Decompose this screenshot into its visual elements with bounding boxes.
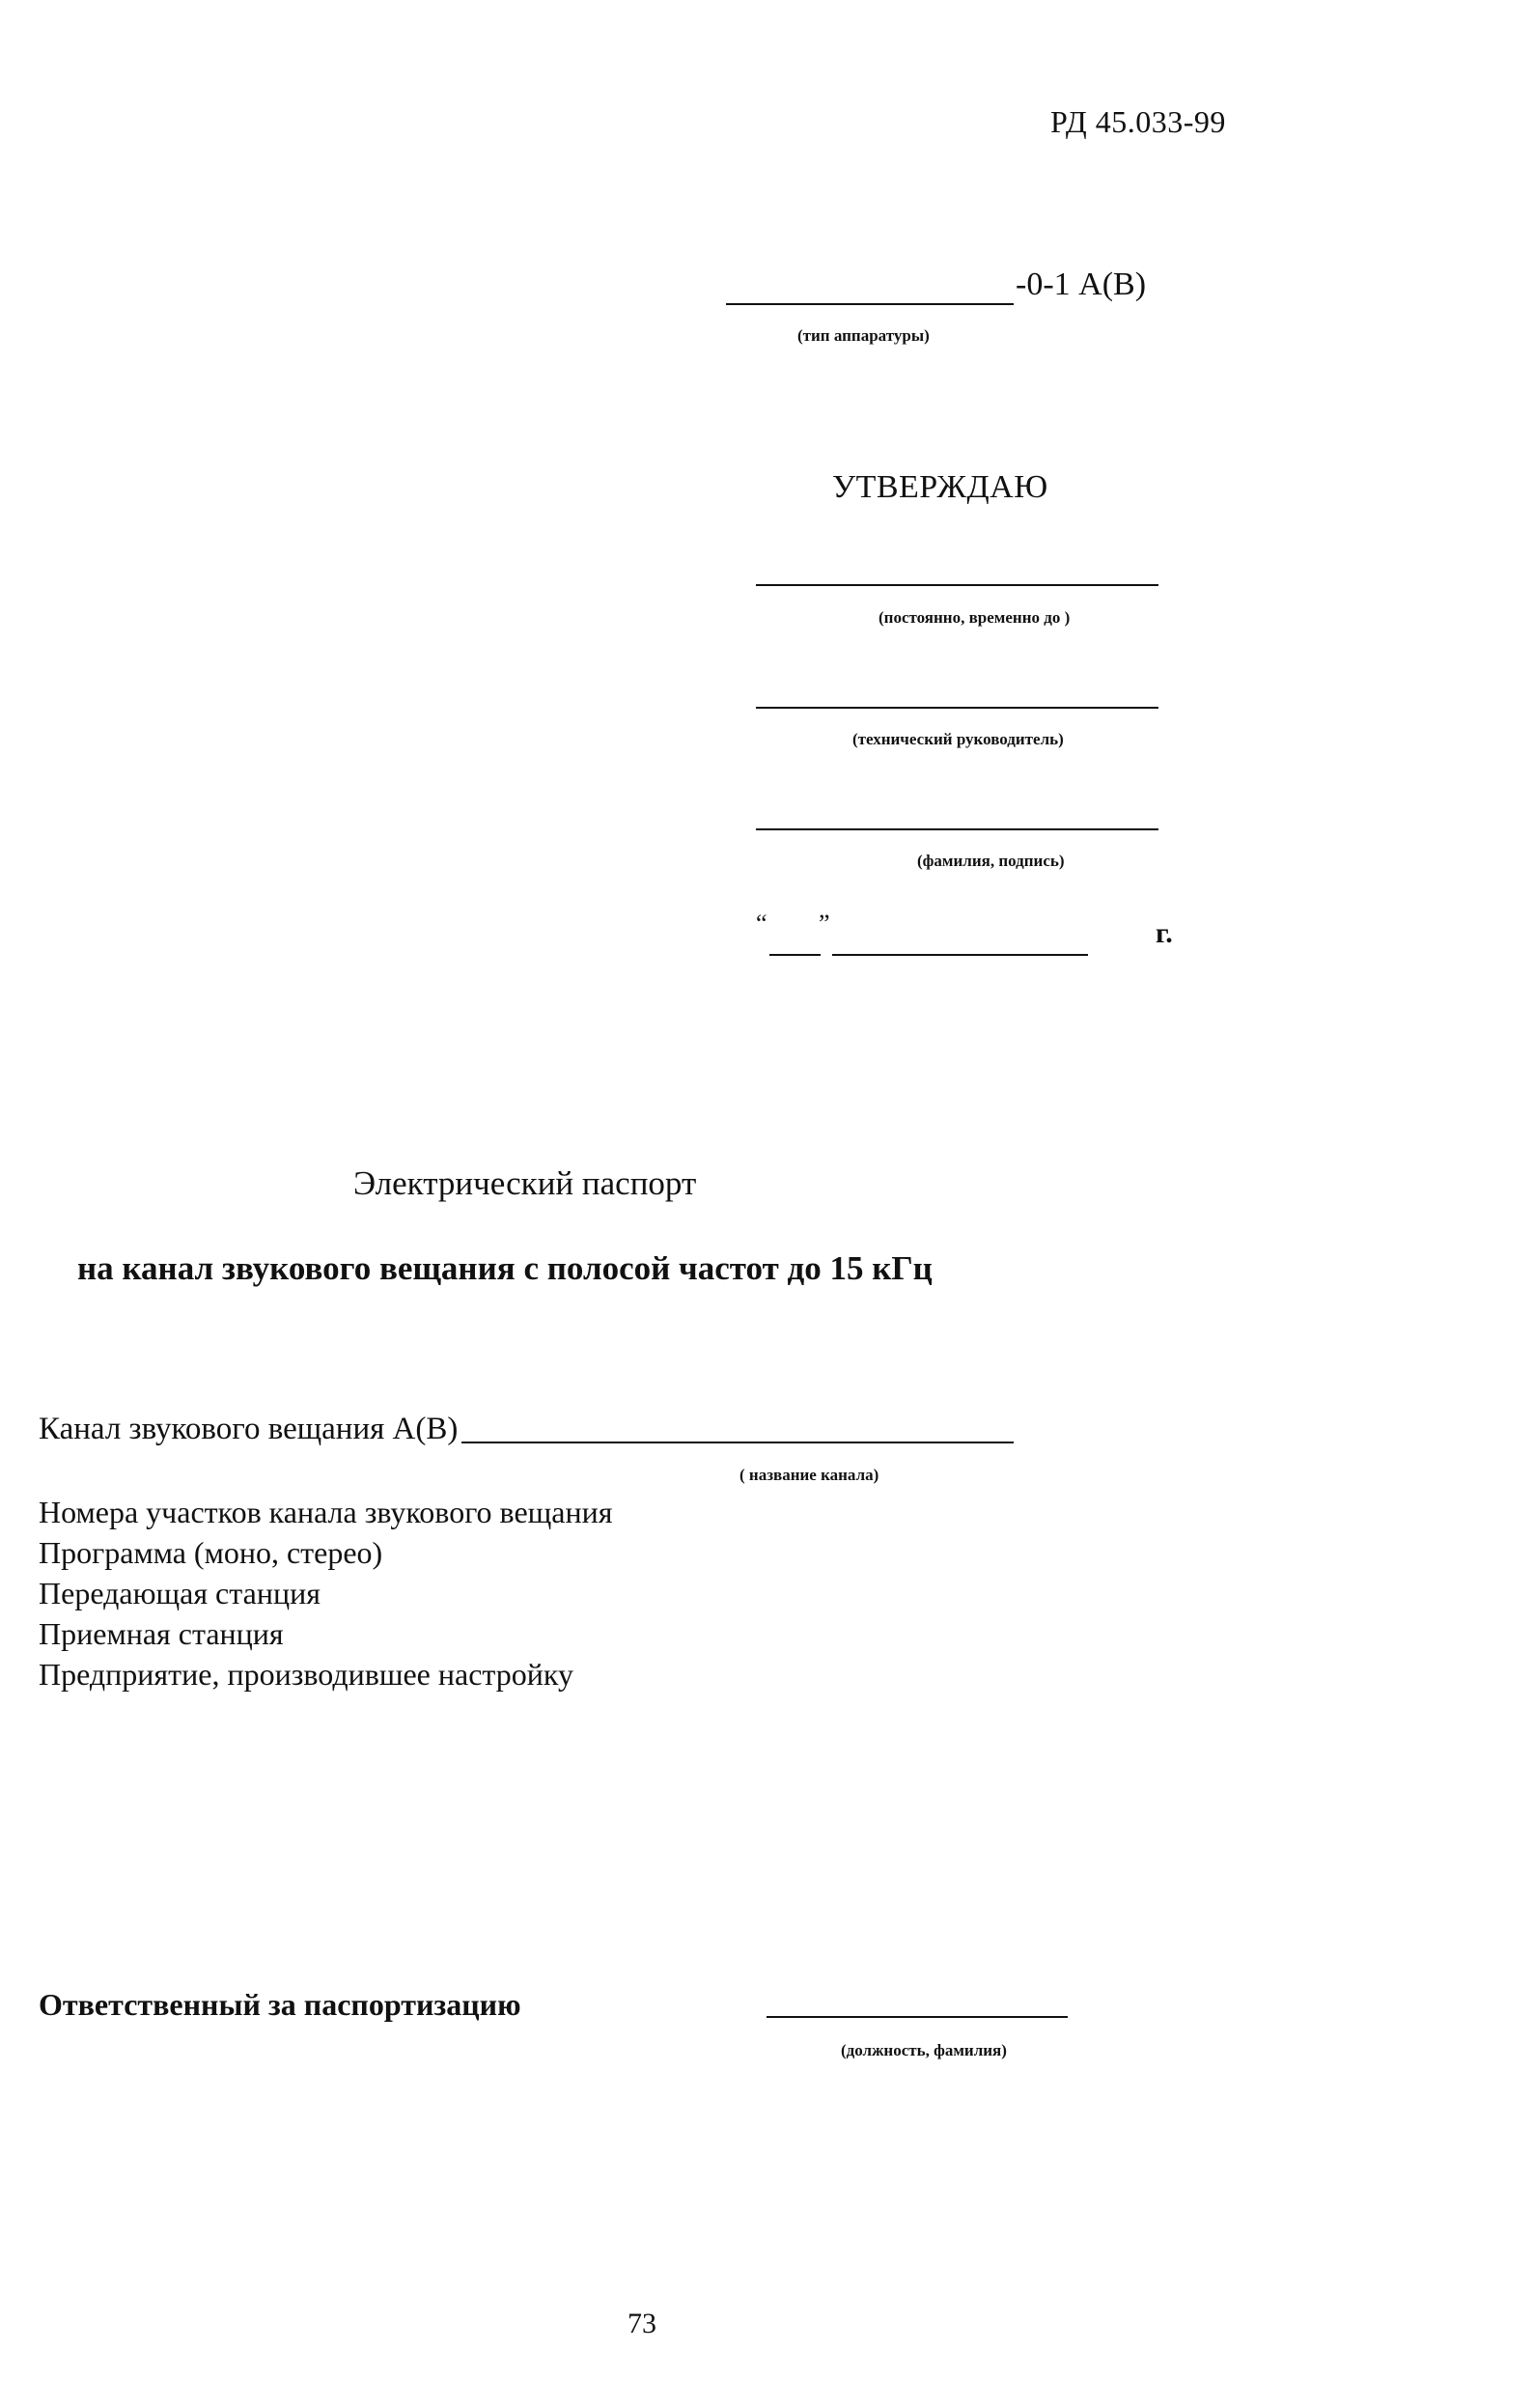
approval-term-caption: (постоянно, временно до ) — [879, 608, 1071, 627]
approval-heading: УТВЕРЖДАЮ — [832, 469, 1048, 505]
date-year-suffix: г. — [1156, 917, 1173, 949]
field-transmitting-station: Передающая станция — [39, 1576, 321, 1610]
document-title: Электрический паспорт — [353, 1164, 697, 1202]
date-day-line — [769, 954, 821, 956]
date-month-line — [832, 954, 1088, 956]
equipment-type-suffix: -0-1 А(В) — [1016, 266, 1147, 302]
approval-role-caption: (технический руководитель) — [852, 730, 1064, 748]
responsible-line — [767, 2016, 1068, 2018]
date-close-quote: ” — [819, 910, 830, 938]
responsible-caption: (должность, фамилия) — [841, 2041, 1007, 2059]
approval-signature-caption: (фамилия, подпись) — [917, 852, 1065, 870]
approval-term-line — [756, 584, 1158, 586]
responsible-label: Ответственный за паспортизацию — [39, 1987, 521, 2022]
field-program: Программа (моно, стерео) — [39, 1535, 383, 1570]
equipment-type-caption: (тип аппаратуры) — [797, 326, 930, 345]
field-receiving-station: Приемная станция — [39, 1616, 284, 1651]
document-subtitle: на канал звукового вещания с полосой частот до 15 кГц — [77, 1249, 933, 1287]
channel-name-line — [461, 1442, 1014, 1443]
approval-role-line — [756, 707, 1158, 709]
document-code: РД 45.033-99 — [1050, 104, 1226, 139]
channel-name-caption: ( название канала) — [739, 1466, 879, 1484]
channel-label: Канал звукового вещания А(В) — [39, 1412, 459, 1446]
page-number: 73 — [628, 2308, 656, 2339]
field-section-numbers: Номера участков канала звукового вещания — [39, 1495, 613, 1529]
field-tuning-enterprise: Предприятие, производившее настройку — [39, 1657, 573, 1692]
date-open-quote: “ — [756, 910, 767, 938]
equipment-type-line — [726, 303, 1014, 305]
approval-signature-line — [756, 828, 1158, 830]
